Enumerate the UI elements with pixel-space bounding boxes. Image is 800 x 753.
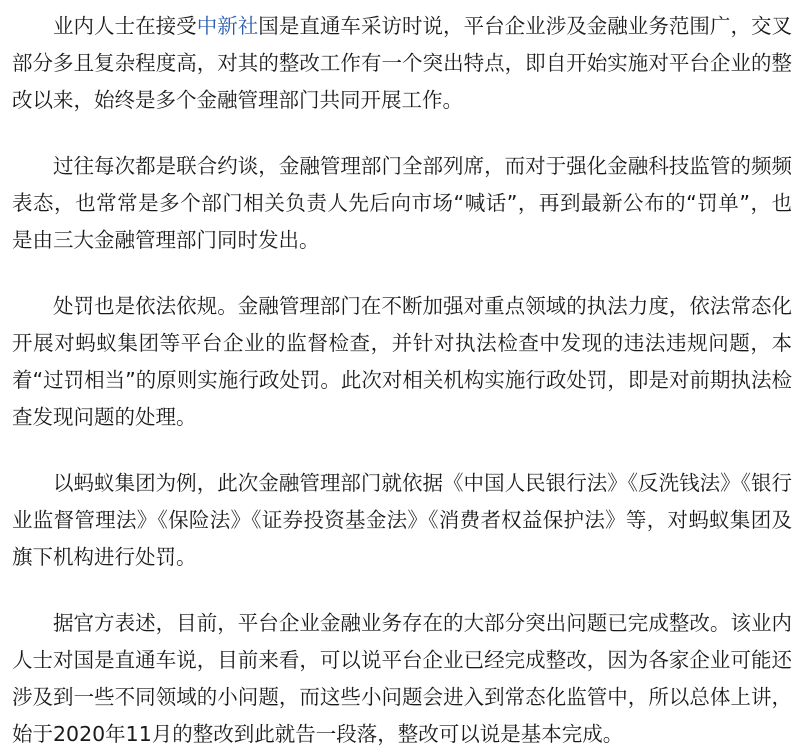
source-link-chinanews[interactable]: 中新社: [196, 14, 259, 38]
paragraph-2: 过往每次都是联合约谈，金融管理部门全部列席，而对于强化金融科技监管的频频表态，也常常是多个部门相关负责人先后向市场“喊话”，再到最新公布的“罚单”，也是由三大金融管理部门同时发出。: [12, 154, 792, 252]
paragraph-1: [12, 8, 792, 119]
paragraph-4: 以蚂蚁集团为例，此次金融管理部门就依据《中国人民银行法》《反洗钱法》《银行业监督管理法》《保险法》《证券投资基金法》《消费者权益保护法》等，对蚂蚁集团及旗下机构进行处罚。: [12, 471, 792, 569]
paragraph-1-lead: 业内人士在接受: [53, 14, 197, 38]
paragraph-5: 据官方表述，目前，平台企业金融业务存在的大部分突出问题已完成整改。该业内人士对国是直通车说，目前来看，可以说平台企业已经完成整改，因为各家企业可能还涉及到一些不同领域的小问题，而这些小问题会进入到常态化监管中，所以总体上讲，始于2020年11月的整改到此就告一段落，整改可以说是基本完成。: [12, 611, 792, 746]
article-body: [12, 8, 792, 753]
paragraph-3: 处罚也是依法依规。金融管理部门在不断加强对重点领域的执法力度，依法常态化开展对蚂蚁集团等平台企业的监督检查，并针对执法检查中发现的违法违规问题，本着“过罚相当”的原则实施行政处罚。此次对相关机构实施行政处罚，即是对前期执法检查发现问题的处理。: [12, 294, 792, 429]
paragraph-1-rest: 国是直通车采访时说，平台企业涉及金融业务范围广，交叉部分多且复杂程度高，对其的整改工作有一个突出特点，即自开始实施对平台企业的整改以来，始终是多个金融管理部门共同开展工作。: [12, 14, 793, 112]
